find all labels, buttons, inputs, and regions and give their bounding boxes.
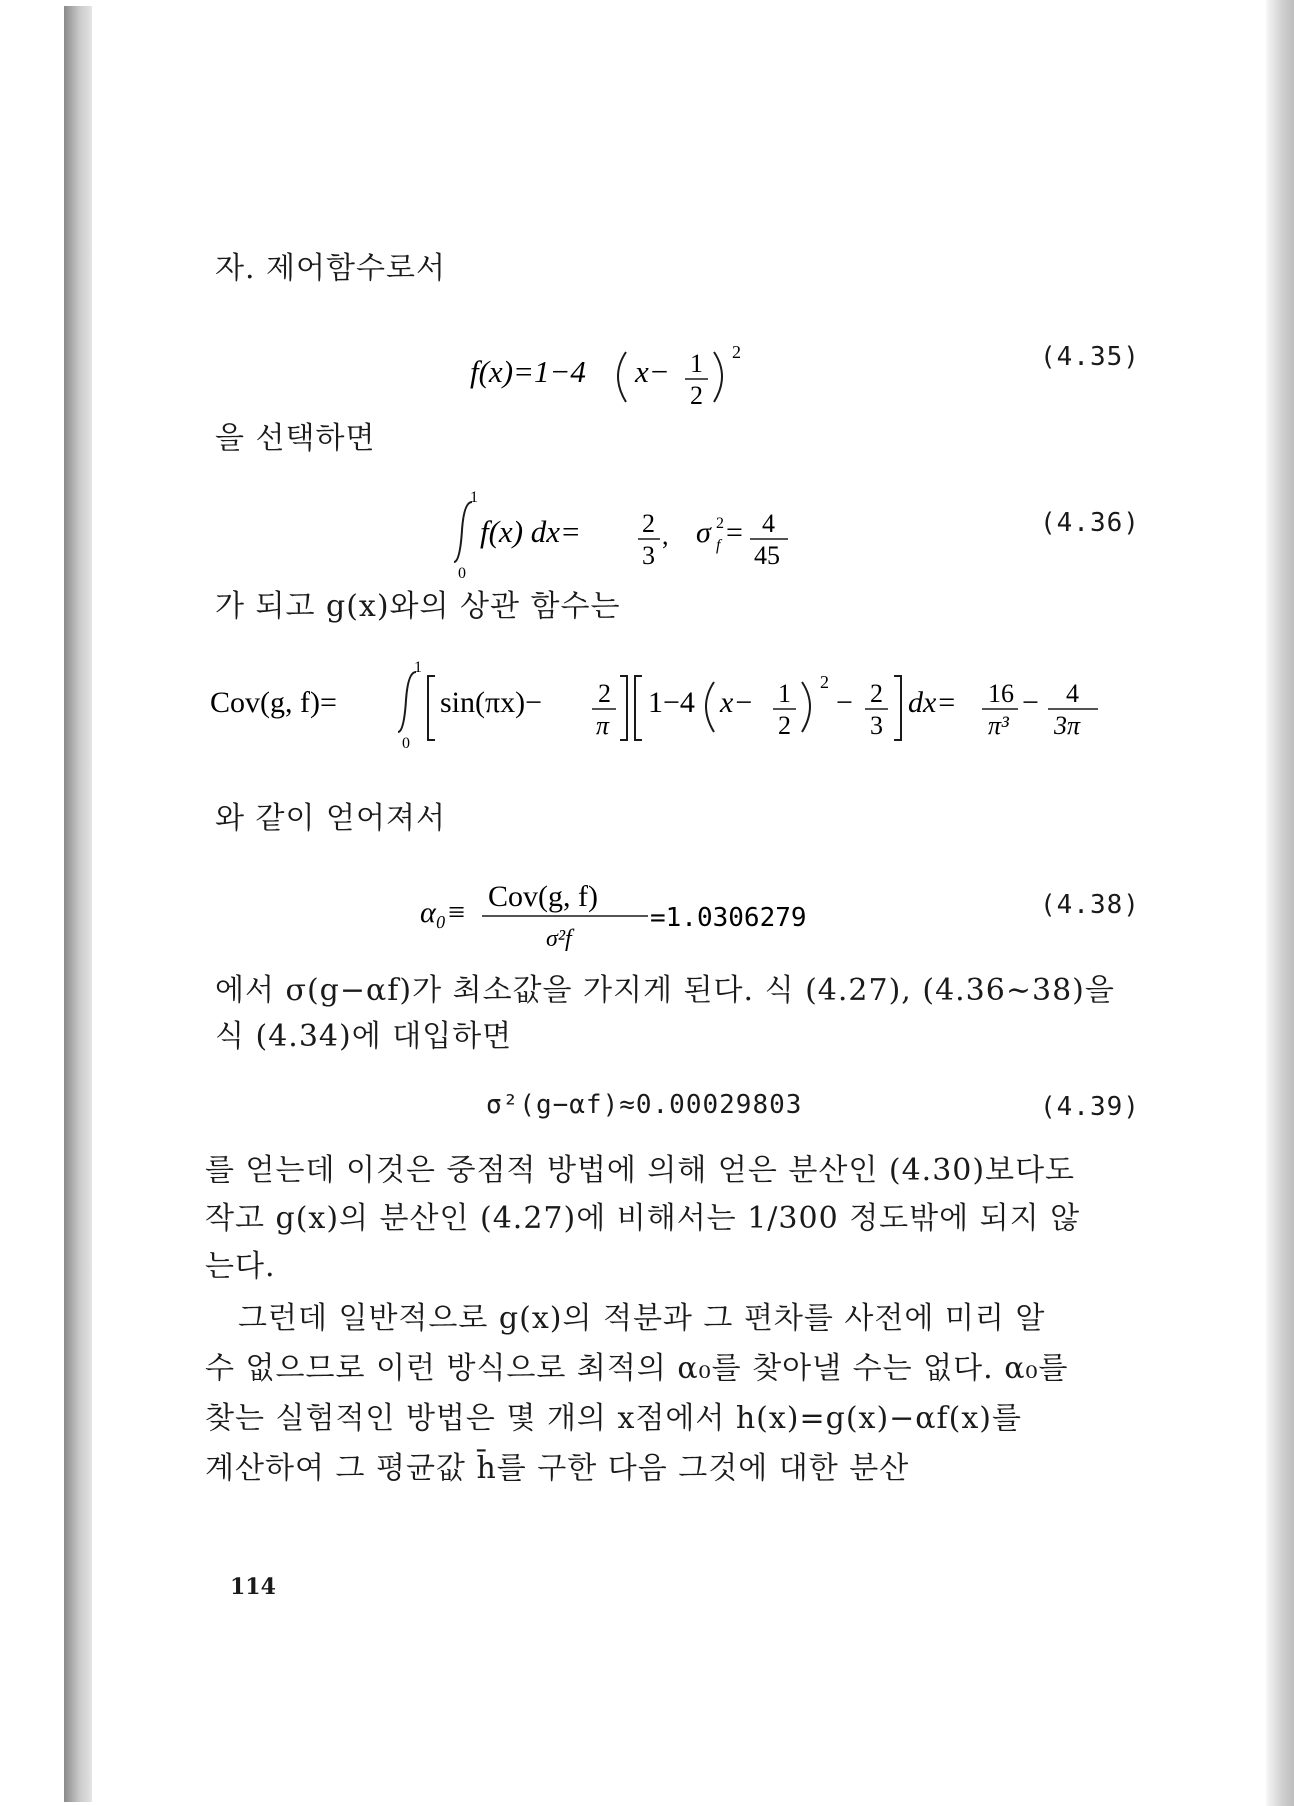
eq-label-4-35: (4.35) — [1040, 342, 1140, 372]
eq435-exp: 2 — [732, 342, 741, 362]
cov-upper: 1 — [414, 659, 422, 676]
cov-n4: 4 — [1066, 679, 1079, 708]
eq438-den: σ²f — [546, 926, 572, 952]
eq436-sup: 2 — [716, 515, 724, 532]
eq438-lhs: α₀≡ — [420, 896, 467, 929]
cov-dpi3: π³ — [988, 711, 1009, 740]
eq436-n1: 2 — [642, 509, 655, 538]
paragraph-select: 을 선택하면 — [215, 421, 376, 456]
eq438-rhs: =1.0306279 — [650, 903, 807, 933]
eq436-d1: 3 — [642, 541, 655, 570]
paragraph-minimum-l2: 식 (4.34)에 대입하면 — [215, 1019, 513, 1054]
cov-n2: 2 — [598, 679, 611, 708]
paragraph-minimum-l1: 에서 σ(g−αf)가 최소값을 가지게 된다. 식 (4.27), (4.36∼38)을 — [215, 973, 1115, 1008]
cov-n16: 16 — [988, 679, 1014, 708]
eq436-body: f(x) dx= — [480, 514, 581, 549]
cov-sin: sin(πx)− — [440, 686, 543, 719]
eq438-num: Cov(g, f) — [488, 880, 598, 913]
eq435-lhs: f(x)=1−4 — [470, 354, 586, 389]
cov-d3pi: 3π — [1054, 711, 1081, 740]
eq435-x: x− — [635, 354, 670, 389]
cov-lower: 0 — [402, 735, 410, 752]
cov-lhs: Cov(g, f)= — [210, 686, 337, 719]
eq436-upper: 1 — [470, 489, 478, 506]
eq-label-4-36: (4.36) — [1040, 508, 1140, 538]
eq436-eq: = — [726, 516, 743, 549]
book-edge-left — [64, 6, 92, 1802]
cov-n-half: 1 — [778, 679, 791, 708]
paragraph-variance-l3: 는다. — [205, 1249, 276, 1284]
section-heading: 자. 제어함수로서 — [215, 251, 446, 286]
eq436-sub: f — [716, 537, 721, 554]
paragraph-final-l2: 수 없으므로 이런 방식으로 최적의 α₀를 찾아낼 수는 없다. α₀를 — [205, 1351, 1069, 1386]
cov-minus: − — [836, 686, 853, 719]
paragraph-variance-l2: 작고 g(x)의 분산인 (4.27)에 비해서는 1/300 정도밖에 되지 않 — [205, 1201, 1081, 1236]
eq435-num: 1 — [690, 349, 703, 378]
cov-dpi: π — [596, 711, 610, 740]
paragraph-obtained: 와 같이 얻어져서 — [215, 801, 446, 836]
page-number: 114 — [230, 1574, 276, 1600]
equation-4-38 — [420, 860, 840, 970]
equation-covariance — [210, 650, 1130, 760]
eq436-n2: 4 — [762, 509, 775, 538]
equation-4-35 — [470, 320, 770, 430]
eq435-den: 2 — [690, 381, 703, 410]
paragraph-correlation: 가 되고 g(x)와의 상관 함수는 — [215, 589, 621, 624]
paragraph-final-l1: 그런데 일반적으로 g(x)의 적분과 그 편차를 사전에 미리 알 — [238, 1301, 1046, 1336]
eq-label-4-38: (4.38) — [1040, 890, 1140, 920]
cov-n23: 2 — [870, 679, 883, 708]
equation-4-36 — [450, 480, 810, 590]
cov-dx: dx= — [908, 686, 957, 719]
eq436-lower: 0 — [458, 565, 466, 582]
paragraph-final-l3: 찾는 실험적인 방법은 몇 개의 x점에서 h(x)=g(x)−αf(x)를 — [205, 1401, 1022, 1436]
eq-label-4-39: (4.39) — [1040, 1092, 1140, 1122]
paragraph-variance-l1: 를 얻는데 이것은 중점적 방법에 의해 얻은 분산인 (4.30)보다도 — [205, 1153, 1076, 1188]
cov-minus2: − — [1022, 686, 1039, 719]
equation-4-39: σ²(g−αf)≈0.00029803 — [486, 1090, 803, 1120]
cov-one-minus: 1−4 — [648, 686, 695, 719]
cov-d23: 3 — [870, 711, 883, 740]
eq436-d2: 45 — [754, 541, 780, 570]
paragraph-final-l4: 계산하여 그 평균값 h̄를 구한 다음 그것에 대한 분산 — [205, 1451, 910, 1486]
cov-exp: 2 — [820, 672, 829, 692]
cov-d-half: 2 — [778, 711, 791, 740]
cov-x: x− — [720, 686, 754, 719]
eq436-sigma: σ — [696, 516, 711, 549]
book-edge-right — [1266, 0, 1294, 1806]
eq436-comma: , — [662, 521, 669, 550]
